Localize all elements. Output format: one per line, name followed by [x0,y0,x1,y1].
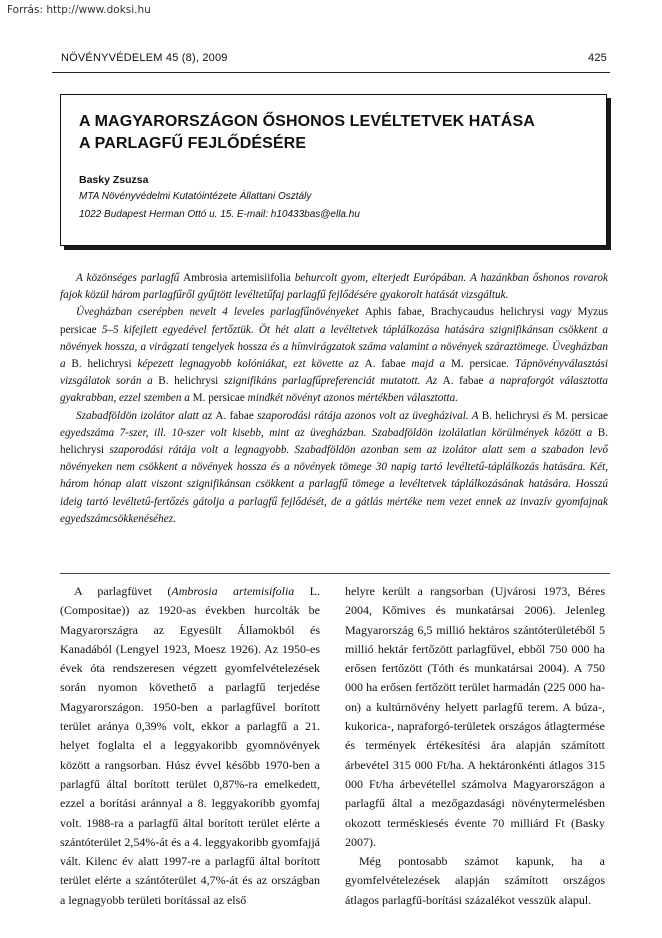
abstract-text: majd a [405,358,451,371]
body-column-left [60,582,320,910]
body-text: L. (Compositae)) az 1920-as években hurcolták be Magyarországra az Egyesült Államokból és Kanadából (Lengyel 1923, Moesz 1926). Az 1950-es évek óta rendszeresen végzett gyomfelvételezések során nyomon követhető a parlagfű terjedése Magyarországon. 1950-ben a parlagfűvel borított terület aránya 0,39% volt, ekkor a parlagfű a 21. helyet foglalta el a leggyakoribb gyomnövények között a rangsorban. Húsz évvel később 1970-ben a parlagfű által borított terület 0,87%-ra emelkedett, ezzel a borítási aránnyal a 8. leggyakoribb gyomfaj volt. 1988-ra a parlagfű által borított terület elérte a szántóterület 2,54%-át és a 4. leggyakoribb gyomfajjá vált. Kilenc év alatt 1997-re a parlagfű által borított terület elérte a szántóterület 4,7%-át és az országban a legnagyobb területi borítással az első [60,584,321,907]
header-rule [52,72,610,73]
abstract-text: szaporodási rátája azonos volt az üvegházival. A [253,409,482,422]
running-head [61,52,607,64]
abstract-separator [60,573,610,574]
species-name: Aphis fabae, Brachycaudus helichrysi [364,306,545,319]
author-name: Basky Zsuzsa [79,174,149,186]
affiliation: MTA Növényvédelmi Kutatóintézete Állattani Osztály [79,191,312,202]
species-name: B. helichrysi [60,426,608,457]
title-box [60,94,607,246]
abstract-paragraph [60,304,608,407]
abstract-text: egyedszáma 7-szer, ill. 10-szer volt kisebb, mint az üvegházban. Szabadföldön izolálatlan körülmények között a [60,426,598,439]
species-name: Myzus persicae [60,306,609,336]
page-number: 425 [588,52,607,64]
species-name: A. fabae [215,409,254,422]
journal-citation: NÖVÉNYVÉDELEM 45 (8), 2009 [61,52,228,64]
abstract-text: vagy [544,306,578,319]
abstract-text: Üvegházban cserépben nevelt 4 leveles parlagfűnövényeket [76,306,365,319]
species-name: B. helichrysi [71,358,132,371]
abstract-text: szaporodási rátája volt a legnagyobb. Szabadföldön azonban sem az izolátor alatt sem a szabadon levő növényeken nem csökkent a növények hossza és a növények tömege 30 napig tartó levéltetű-táplálkozás hatására. Két, három hónap alatt viszont szignifikánsan csökkent a parlagfű tömege a levéltetvek táplálkozásának hatására. Hosszú ideig tartó levéltetű-fertőzés gátolja a parlagfű fejlődését, de a gátlás mértéke nem vezet ennek az invazív gyomfajnak egyedszámcsökkenéséhez. [60,444,608,525]
source-url: Forrás: http://www.doksi.hu [7,4,151,16]
species-name: A. fabae [364,358,406,371]
abstract-text: szignifikáns parlagfűpreferenciát mutatott. Az [218,375,443,388]
abstract-text: Szabadföldön izolátor alatt az [76,409,216,422]
title-line-2: A PARLAGFŰ FEJLŐDÉSÉRE [79,135,307,152]
body-text: A parlagfüvet ( [74,584,172,598]
species-name: M. persicae [192,392,245,405]
species-name: Ambrosia artemisifolia [171,584,295,598]
address: 1022 Budapest Herman Ottó u. 15. E-mail: h10433bas@ella.hu [79,209,360,220]
body-column-right [345,582,605,910]
article-title [79,111,588,155]
abstract-text: 5–5 kifejlett egyedével fertőztük. Öt hét alatt a levéltetvek táplálkozása hatására szignifikánsan csökkent a növények hossza, a virágzati tengelyek hossza és a hímvirágzatok száma valamint a növények száraztömege. Üvegházban a [60,323,608,371]
body-paragraph: helyre került a rangsorban (Ujvárosi 1973, Béres 2004, Kőmives és munkatársai 2006). Jelenleg Magyarország 6,5 millió hektáros szántóterületéből 5 millió hektár fertőzött parlagfűvel, ebből 750 000 ha erősen fertőzött (Tóth és munkatársai 2004). A 750 000 ha erősen fertőzött terület harmadán (225 000 ha-on) a kultúrnövény helyett parlagfű terem. A búza-, kukorica-, napraforgó-területek országos átlagtermése és termények értékesítési ára alapján számított árbevétel 315 000 Ft/ha. A hektáronkénti átlagos 315 000 Ft/ha árbevétellel számolva Magyarországon a parlagfű által a mezőgazdasági növénytermelésben okozott terméskiesés évente 70 milliárd Ft (Basky 2007). [345,584,605,849]
species-name: A. fabae [442,375,484,388]
species-name: B. helichrysi [158,375,219,388]
abstract-text: A közönséges parlagfű [76,272,184,284]
species-name: B. helichrysi [481,409,540,422]
body-paragraph [60,582,320,910]
title-line-1: A MAGYARORSZÁGON ŐSHONOS LEVÉLTETVEK HATÁSA [79,113,535,130]
species-name: Ambrosia artemisiifolia [183,272,291,284]
abstract-paragraph [60,408,608,528]
species-name: M. persicae. [450,358,509,371]
abstract-text: a napraforgót választotta gyakrabban, ezzel szemben a [60,375,608,405]
body-paragraph: Még pontosabb számot kapunk, ha a gyomfelvételezések alapján számított országos átlagos parlagfű-borítási százalékot vesszük alapul. [345,854,605,907]
abstract [60,270,608,528]
abstract-paragraph [60,270,608,304]
abstract-text: képezett legnagyobb kolóniákat, ezt követte az [131,358,365,371]
species-name: M. persicae [555,409,609,422]
abstract-text: mindkét növényt azonos mértékben választotta. [244,392,458,405]
abstract-text: Tápnövényválasztási vizsgálatok során a [60,358,609,388]
abstract-text: behurcolt gyom, elterjedt Európában. A hazánkban őshonos rovarok fajok közül három parlagfűről gyűjtött levéltetűfaj parlagfű fejlődésére gyakorolt hatását vizsgáltuk. [60,272,608,302]
abstract-text: és [539,409,556,422]
